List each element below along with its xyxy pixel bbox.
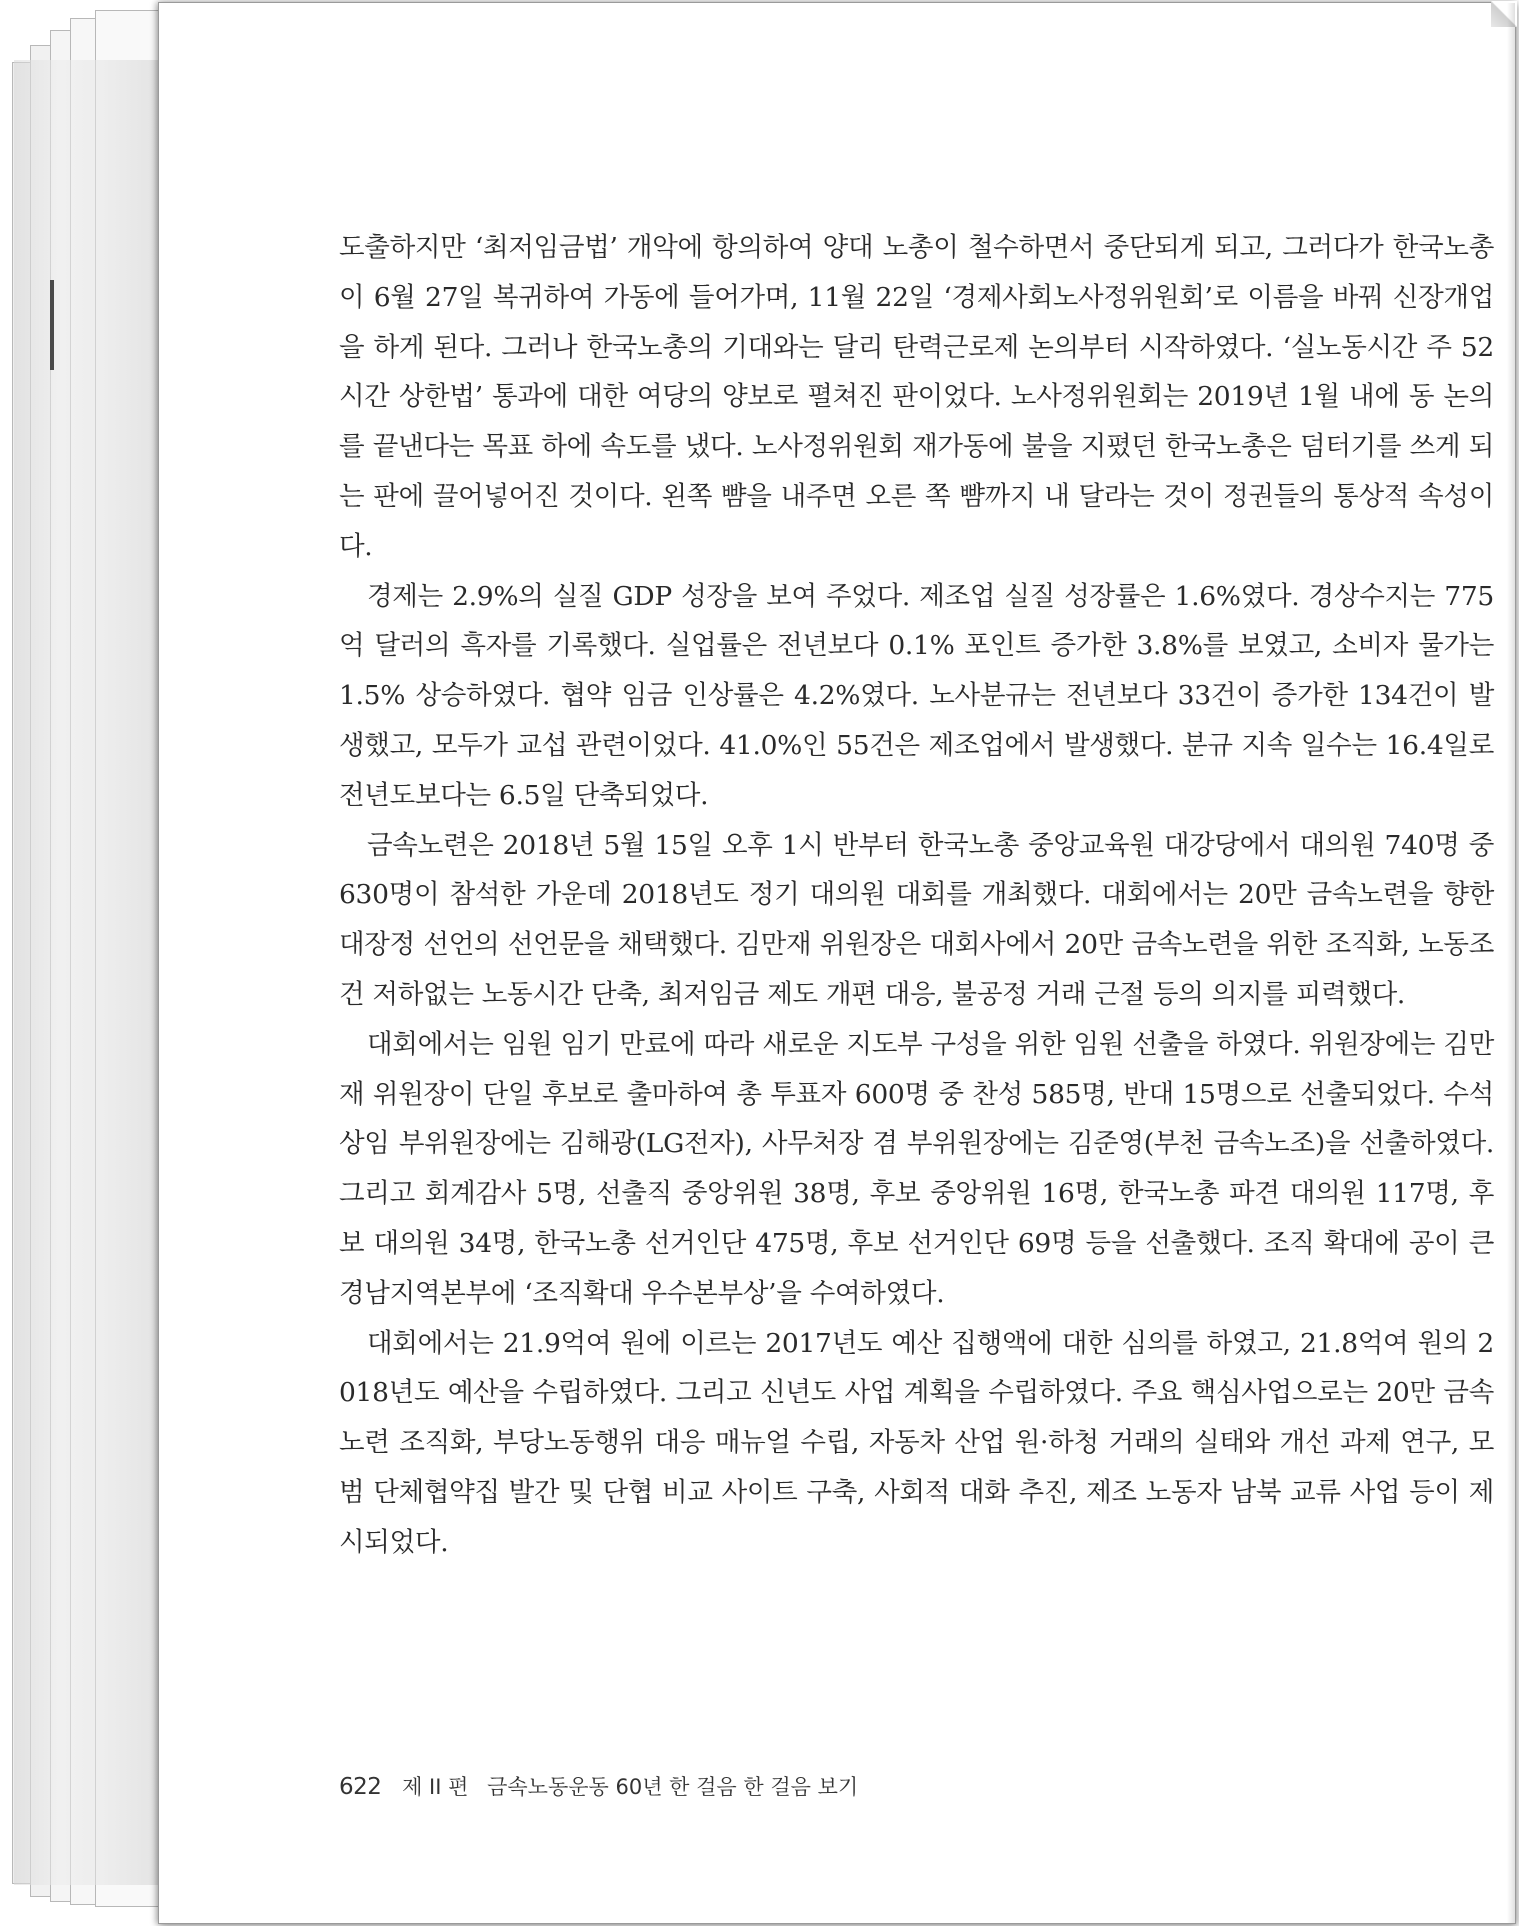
paragraph: 대회에서는 임원 임기 만료에 따라 새로운 지도부 구성을 위한 임원 선출을 하였다. 위원장에는 김만재 위원장이 단일 후보로 출마하여 총 투표자 600명 중 찬성 585명, 반대 15명으로 선출되었다. 수석 상임 부위원장에는 김해광(LG전자), 사무처장 겸 부위원장에는 김준영(부천 금속노조)을 선출하였다. 그리고 회계감사 5명, 선출직 중앙위원 38명, 후보 중앙위원 16명, 한국노총 파견 대의원 117명, 후보 대의원 34명, 한국노총 선거인단 475명, 후보 선거인단 69명 등을 선출했다. 조직 확대에 공이 큰 경남지역본부에 ‘조직확대 우수본부상’을 수여하였다. bbox=[339, 1028, 1494, 1309]
page-stack-edges bbox=[0, 0, 170, 1926]
paragraph: 도출하지만 ‘최저임금법’ 개악에 항의하여 양대 노총이 철수하면서 중단되게 되고, 그러다가 한국노총이 6월 27일 복귀하여 가동에 들어가며, 11월 22일 ‘경제사회노사정위원회’로 이름을 바꿔 신장개업을 하게 된다. 그러나 한국노총의 기대와는 달리 탄력근로제 논의부터 시작하였다. ‘실노동시간 주 52시간 상한법’ 통과에 대한 여당의 양보로 펼쳐진 판이었다. 노사정위원회는 2019년 1월 내에 동 논의를 끝낸다는 목표 하에 속도를 냈다. 노사정위원회 재가동에 불을 지폈던 한국노총은 덤터기를 쓰게 되는 판에 끌어넣어진 것이다. 왼쪽 뺨을 내주면 오른 쪽 뺨까지 내 달라는 것이 정권들의 통상적 속성이다. bbox=[339, 232, 1494, 562]
paragraph: 대회에서는 21.9억여 원에 이르는 2017년도 예산 집행액에 대한 심의를 하였고, 21.8억여 원의 2018년도 예산을 수립하였다. 그리고 신년도 사업 계획을 수립하였다. 주요 핵심사업으로는 20만 금속노련 조직화, 부당노동행위 대응 매뉴얼 수립, 자동차 산업 원·하청 거래의 실태와 개선 과제 연구, 모범 단체협약집 발간 및 단협 비교 사이트 구축, 사회적 대화 추진, 제조 노동자 남북 교류 사업 등이 제시되었다. bbox=[339, 1327, 1494, 1558]
book-page bbox=[158, 2, 1516, 1924]
body-text bbox=[339, 223, 1494, 1568]
paragraph: 금속노련은 2018년 5월 15일 오후 1시 반부터 한국노총 중앙교육원 대강당에서 대의원 740명 중 630명이 참석한 가운데 2018년도 정기 대의원 대회를 개최했다. 대회에서는 20만 금속노련을 향한 대장정 선언의 선언문을 채택했다. 김만재 위원장은 대회사에서 20만 금속노련을 위한 조직화, 노동조건 저하없는 노동시간 단축, 최저임금 제도 개편 대응, 불공정 거래 근절 등의 의지를 피력했다. bbox=[339, 829, 1494, 1010]
page-edge-mark bbox=[50, 280, 54, 370]
page-number: 622 bbox=[339, 1774, 382, 1800]
stack-shading bbox=[14, 60, 164, 1885]
page-footer bbox=[339, 1771, 858, 1801]
page-edge-shadow bbox=[1507, 3, 1515, 1923]
book-title: 금속노동운동 60년 한 걸음 한 걸음 보기 bbox=[487, 1775, 859, 1799]
part-label: 제 II 편 bbox=[402, 1775, 469, 1799]
paragraph: 경제는 2.9%의 실질 GDP 성장을 보여 주었다. 제조업 실질 성장률은 1.6%였다. 경상수지는 775억 달러의 흑자를 기록했다. 실업률은 전년보다 0.1% 포인트 증가한 3.8%를 보였고, 소비자 물가는 1.5% 상승하였다. 협약 임금 인상률은 4.2%였다. 노사분규는 전년보다 33건이 증가한 134건이 발생했고, 모두가 교섭 관련이었다. 41.0%인 55건은 제조업에서 발생했다. 분규 지속 일수는 16.4일로 전년도보다는 6.5일 단축되었다. bbox=[339, 580, 1494, 811]
